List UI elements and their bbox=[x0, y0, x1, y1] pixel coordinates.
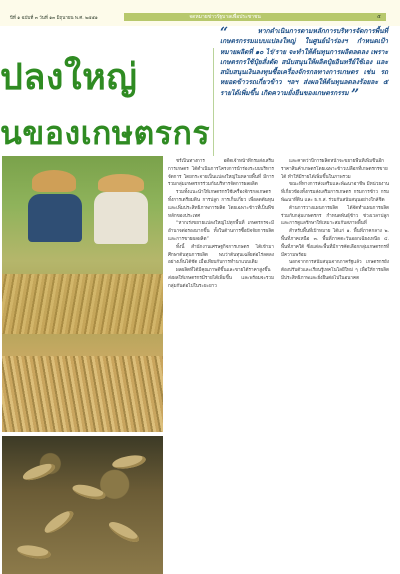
rice-grain bbox=[106, 518, 141, 545]
rice-grain bbox=[16, 543, 52, 561]
article-column-a bbox=[168, 158, 274, 572]
quote-close-mark: ” bbox=[350, 86, 359, 103]
paragraph: นอกจากการสนับสนุนจากภาครัฐแล้ว เกษตรกรยังต้องปรับตัวและเรียนรู้เทคโนโลยีใหม่ ๆ เพื่อให้การผลิตมีประสิทธิภาพและยั่งยืนต่อไปในอนาคต bbox=[281, 260, 389, 281]
hat-shape bbox=[98, 174, 144, 192]
farmers-rice-field-photo bbox=[2, 156, 163, 432]
farmer-figure bbox=[94, 192, 148, 244]
hat-shape bbox=[32, 170, 76, 192]
rice-stalks bbox=[2, 274, 163, 334]
rice-seeds-photo bbox=[2, 436, 163, 574]
publication-name: จดหมายข่าวรัฐบาลเพื่อประชาชน bbox=[189, 14, 261, 20]
paragraph: “หากเร่งขยายแปลงใหญ่ไปทุกพื้นที่ เกษตรกรจะมีอำนาจต่อรองมากขึ้น ทั้งในด้านการซื้อปัจจัยการผลิตและการขายผลผลิต” bbox=[168, 221, 274, 242]
issue-info: ปีที่ ๑ ฉบับที่ ๓ วันที่ ๑๓ มิถุนายน พ.ศ. ๒๕๕๑ bbox=[10, 16, 98, 21]
pull-quote-text: หากดำเนินการตามหลักการบริหารจัดการพื้นที่เกษตรกรรมแบบแปลงใหญ่ ในศูนย์นำร่องฯ กำหนดเป้าหมายผลิตที่ ๑๐ ไร่/ราย จะทำให้ต้นทุนการผลิตลดลง เพราะเกษตรกรใช้ปุ๋ยสั่งตัด สนับสนุนให้ผลิตปุ๋ยอินทรีย์ใช้เอง และสนับสนุนเงินลงทุนซื้อเครื่องจักรกลทางการเกษตร เช่น รถหยอดข้าวรถเกี่ยวข้าว ฯลฯ ส่งผลให้ต้นทุนลดลงร้อยละ ๕ รายได้เพิ่มขึ้น เกิดความยั่งยืนของเกษตรกรรม bbox=[220, 27, 388, 97]
paragraph: ด้านการวางแผนการผลิต ได้จัดทำแผนการผลิตร่วมกับกลุ่มเกษตรกร กำหนดพันธุ์ข้าว ช่วงเวลาปลูก และการดูแลรักษาให้เหมาะสมกับสภาพพื้นที่ bbox=[281, 205, 389, 227]
rice-stalks bbox=[2, 356, 163, 432]
paragraph: ผลผลิตที่ได้มีคุณภาพดีขึ้นและขายได้ราคาสูงขึ้น ส่งผลให้เกษตรกรมีรายได้เพิ่มขึ้น และพร้อมจะรวมกลุ่มกันต่อไปในระยะยาว bbox=[168, 268, 274, 289]
rice-grain bbox=[111, 453, 147, 471]
rice-grain bbox=[42, 507, 77, 536]
farmer-figure bbox=[28, 194, 82, 242]
rice-grain bbox=[71, 482, 107, 502]
paragraph: รวมทั้งแนะนำให้เกษตรกรใช้เครื่องจักรกลเกษตร ทั้งการเตรียมดิน การปลูก การเก็บเกี่ยว เพื่อลดต้นทุนและเพิ่มประสิทธิภาพการผลิต โดยเฉพาะข้าวที่เป็นพืชหลักของประเทศ bbox=[168, 190, 274, 219]
page-number: ๕ bbox=[377, 14, 381, 20]
page-header bbox=[0, 0, 400, 26]
quote-open-mark: “ bbox=[220, 25, 229, 41]
headline-line-1: ปลงใหญ่ bbox=[0, 56, 138, 98]
headline-line-2: นของเกษตรกร bbox=[0, 114, 211, 152]
rice-grain bbox=[21, 461, 57, 484]
article-column-b bbox=[281, 158, 389, 572]
paragraph: ขณะที่ทางการส่งเสริมและพัฒนาอาชีพ มีหน่วยงานที่เกี่ยวข้องทั้งกรมส่งเสริมการเกษตร กรมการข้าว กรมพัฒนาที่ดิน และ ธ.ก.ส. ร่วมกันสนับสนุนอย่างใกล้ชิด bbox=[281, 182, 389, 203]
paragraph: ชร์เป็นทางการ อดีตเจ้าหน้าที่กรมส่งเสริมการเกษตร ได้ดำเนินการโครงการนำร่องระบบบริหารจัดการ โดยกระจายเป็นแปลงใหญ่ในหลายพื้นที่ มีการรวมกลุ่มเกษตรกรร่วมกันบริหารจัดการผลผลิต bbox=[168, 159, 274, 188]
pull-quote bbox=[220, 25, 388, 103]
column-divider bbox=[213, 48, 214, 156]
paragraph: ทั้งนี้ สำนักงานเศรษฐกิจการเกษตร ได้เข้ามาศึกษาต้นทุนการผลิต พบว่าต้นทุนเฉลี่ยต่อไร่ลดลงอย่างเห็นได้ชัด เมื่อเทียบกับการทำนาแบบเดิม bbox=[168, 244, 274, 266]
paragraph: สำหรับพื้นที่เป้าหมาย ได้แก่ ๑. พื้นที่ภาคกลาง ๒. พื้นที่ภาคเหนือ ๓. พื้นที่ภาคตะวันออกเฉียงเหนือ ๔. พื้นที่ภาคใต้ ซึ่งแต่ละพื้นที่มีการคัดเลือกกลุ่มเกษตรกรที่มีความพร้อม bbox=[281, 229, 389, 258]
paragraph: และคาดว่าปีการผลิตหน้าจะขยายพื้นที่เพิ่มขึ้นอีก ราคาสินค้าเกษตรโดยเฉพาะข้าวเปลือกที่เกษตรกรขายได้ ทำให้มีรายได้เพิ่มขึ้นในภาพรวม bbox=[281, 159, 388, 180]
